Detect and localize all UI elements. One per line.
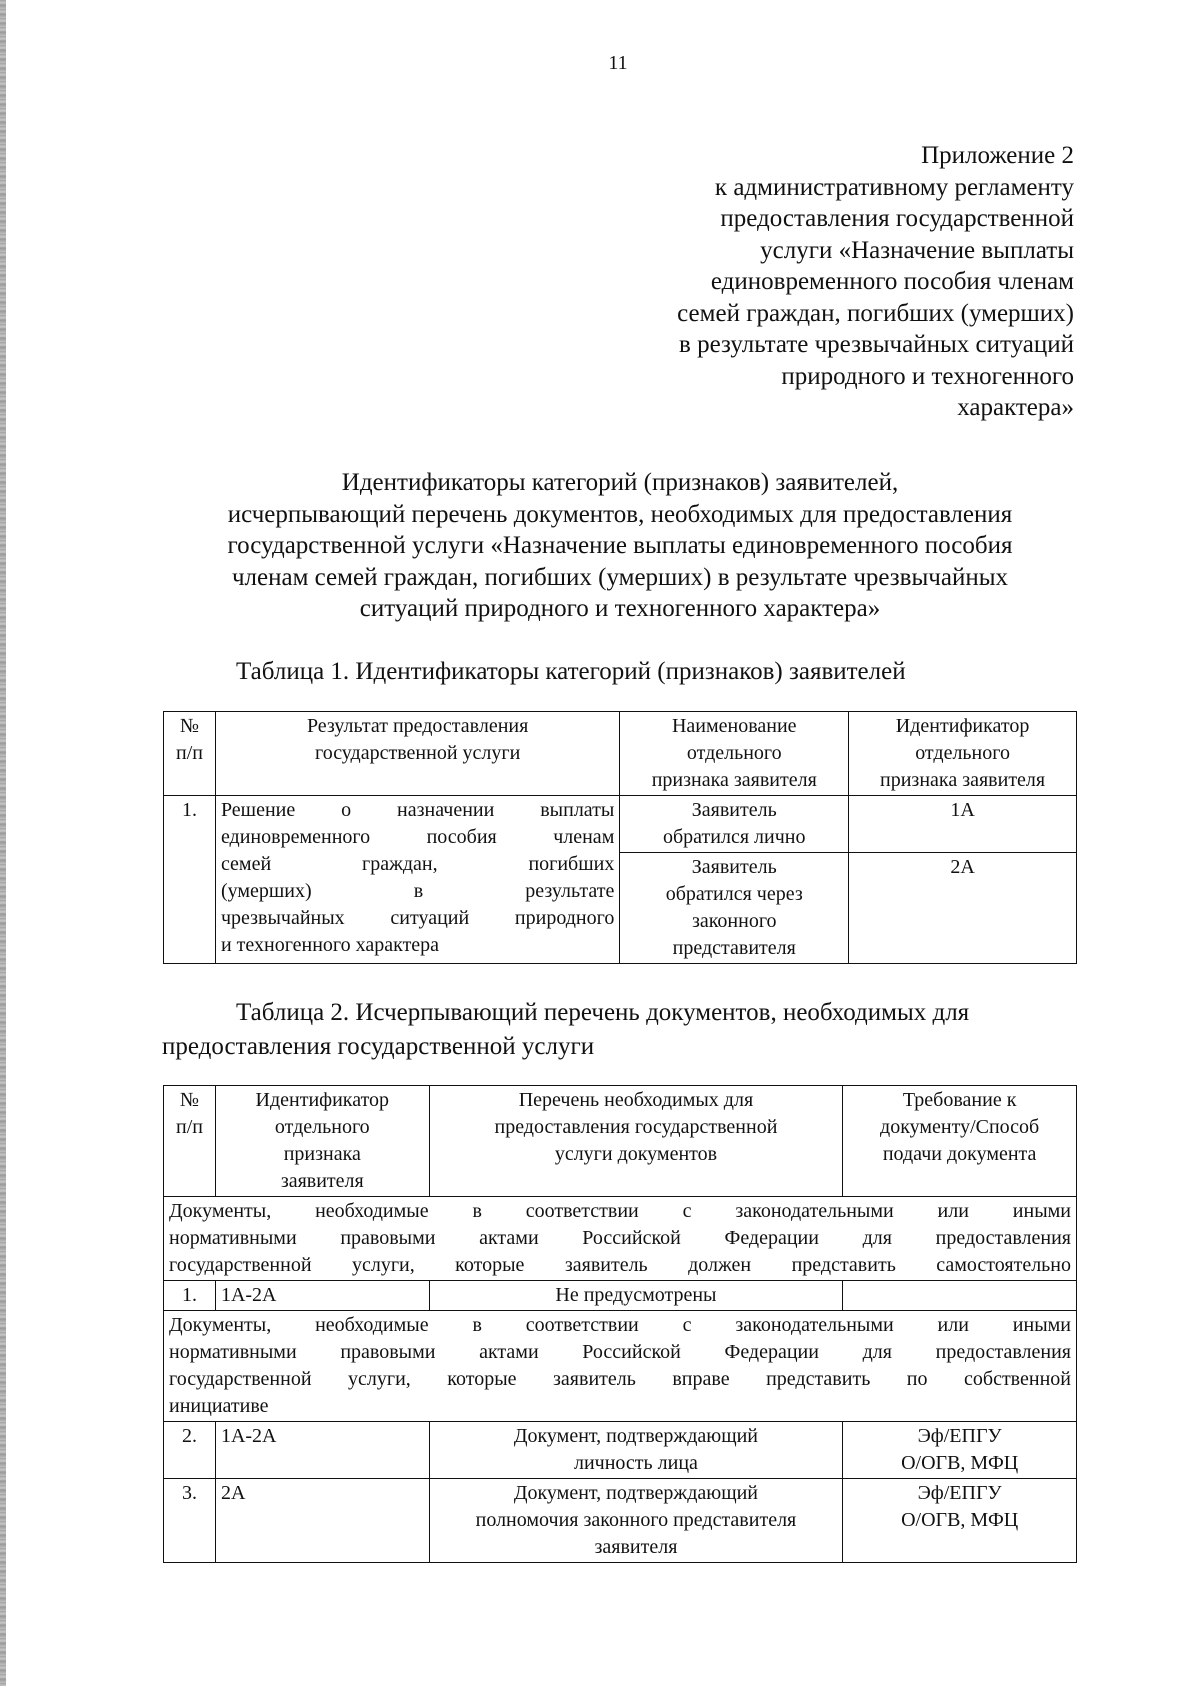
table2-row-sign-id: 1А-2А [215, 1422, 429, 1479]
table2-section-row [164, 1197, 1077, 1281]
table1-header-row [164, 712, 1077, 796]
table2-caption: Таблица 2. Исчерпывающий перечень документов, необходимых для [236, 999, 970, 1026]
appendix-line: природного и техногенного [781, 362, 1074, 390]
table-row [164, 1281, 1077, 1311]
table2-row-requirement: Эф/ЕПГУ О/ОГВ, МФЦ [843, 1479, 1077, 1563]
title-line: Идентификаторы категорий (признаков) заявителей, [341, 469, 899, 496]
table2-section-row [164, 1311, 1077, 1422]
table2-section-optional: Документы, необходимые в соответствии с законодательными или иными нормативными правовыми актами Российской Федерации для предоставления государственной услуги, которые заявитель вправе представить по собственной инициативе [164, 1311, 1077, 1422]
table2-row-doc: Документ, подтверждающий личность лица [429, 1422, 843, 1479]
appendix-line: в результате чрезвычайных ситуаций [679, 331, 1074, 358]
appendix-line: предоставления государственной [720, 205, 1074, 232]
table2-section-mandatory: Документы, необходимые в соответствии с законодательными или иными нормативными правовыми актами Российской Федерации для предоставления государственной услуги, которые заявитель должен представить самостоятельно [164, 1197, 1077, 1281]
table2-header-sign-id: Идентификатор отдельного признака заявителя [215, 1086, 429, 1197]
table2-row-requirement: Эф/ЕПГУ О/ОГВ, МФЦ [843, 1422, 1077, 1479]
table1-header-result: Результат предоставления государственной услуги [215, 712, 619, 796]
table1-caption: Таблица 1. Идентификаторы категорий (признаков) заявителей [236, 658, 906, 685]
table2-row-doc: Документ, подтверждающий полномочия законного представителя заявителя [429, 1479, 843, 1563]
table-row [164, 1479, 1077, 1563]
table2-header-row [164, 1086, 1077, 1197]
appendix-line: услуги «Назначение выплаты [760, 236, 1074, 264]
appendix-line: к административному регламенту [714, 173, 1074, 201]
table2-row-sign-id: 2А [215, 1479, 429, 1563]
table-row [164, 796, 1077, 853]
title-line: ситуаций природного и техногенного характера» [359, 595, 881, 622]
table1-header-num: № п/п [164, 712, 216, 796]
appendix-line: характера» [957, 394, 1074, 421]
table1-sign-id: 1А [849, 796, 1077, 853]
scan-edge [0, 0, 6, 1686]
table1-applicant-categories [163, 711, 1077, 964]
title-line: членам семей граждан, погибших (умерших) в результате чрезвычайных [231, 563, 1009, 591]
table-row [164, 1422, 1077, 1479]
table2-row-doc: Не предусмотрены [429, 1281, 843, 1311]
table1-header-sign-id: Идентификатор отдельного признака заявителя [849, 712, 1077, 796]
document-title [160, 467, 1080, 625]
appendix-line: Приложение 2 [921, 142, 1074, 169]
table2-header-num: № п/п [164, 1086, 216, 1197]
table1-sign-id: 2А [849, 853, 1077, 964]
table2-row-number: 3. [164, 1479, 216, 1563]
table2-header-requirement: Требование к документу/Способ подачи документа [843, 1086, 1077, 1197]
table2-row-requirement [843, 1281, 1077, 1311]
table1-header-sign-name: Наименование отдельного признака заявителя [620, 712, 849, 796]
table2-header-doc-list: Перечень необходимых для предоставления государственной услуги документов [429, 1086, 843, 1197]
title-line: государственной услуги «Назначение выплаты единовременного пособия [227, 532, 1013, 559]
table1-sign-name: Заявитель обратился через законного представителя [620, 853, 849, 964]
table2-row-sign-id: 1А-2А [215, 1281, 429, 1311]
table2-caption-cont: предоставления государственной услуги [162, 1033, 595, 1060]
table1-row-number: 1. [164, 796, 216, 964]
appendix-header [677, 140, 1074, 424]
appendix-line: единовременного пособия членам [710, 268, 1074, 295]
table2-documents [163, 1085, 1077, 1563]
appendix-line: семей граждан, погибших (умерших) [677, 299, 1074, 327]
table1-result-cell: Решение о назначении выплаты единовременного пособия членам семей граждан, погибших (умерших) в результате чрезвычайных ситуаций природного и техногенного характера [215, 796, 619, 964]
table1-sign-name: Заявитель обратился лично [620, 796, 849, 853]
page-number: 11 [608, 52, 628, 74]
table2-row-number: 2. [164, 1422, 216, 1479]
title-line: исчерпывающий перечень документов, необходимых для предоставления [227, 500, 1013, 528]
table2-row-number: 1. [164, 1281, 216, 1311]
